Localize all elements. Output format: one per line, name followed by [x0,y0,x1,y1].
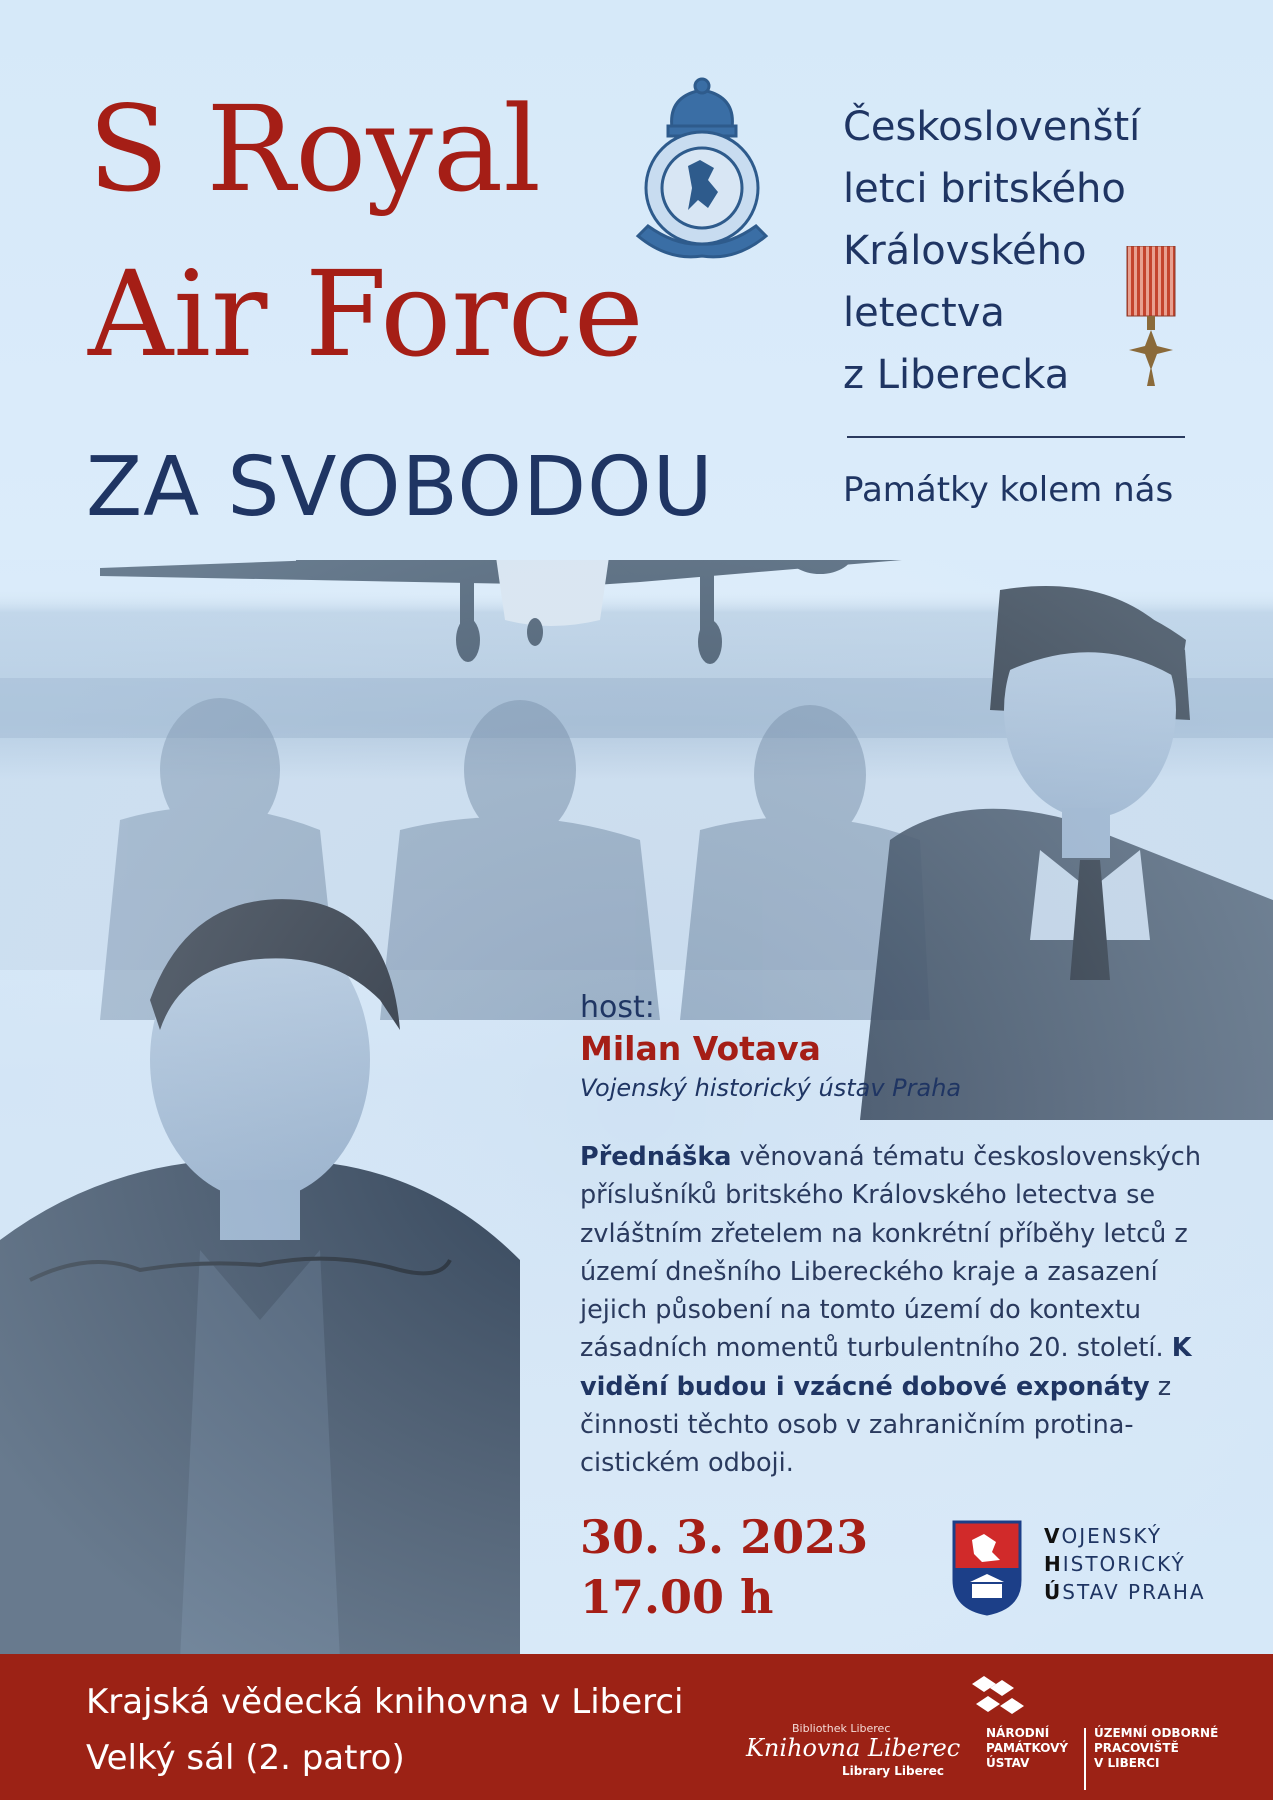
npu-logo-icon [968,1674,1032,1718]
vhu-initial-2: H [1044,1552,1063,1576]
medal-icon [1125,246,1177,388]
library-logo-text: Knihovna Liberec [746,1734,961,1762]
heading-right [843,96,1173,406]
vhu-shield-icon [952,1520,1022,1616]
title-line-1: S Royal [88,80,541,218]
host-block [580,990,1240,1102]
desc-lead: Přednáška [580,1142,732,1172]
host-organization: Vojenský historický ústav Praha [580,1074,962,1102]
venue: Krajská vědecká knihovna v Liberci [86,1682,684,1722]
desc-tail: z činnosti těchto osob v zahraničním protina-cistickém odboji. [580,1371,1172,1479]
vhu-rest-2: ISTORICKÝ [1062,1552,1186,1576]
vhu-initial-1: V [1044,1524,1062,1548]
squadron-crest-icon [628,76,776,266]
host-name: Milan Votava [580,1029,821,1068]
library-sub-text: Library Liberec [842,1764,944,1778]
heading-line-1: Českoslovenští [843,104,1141,150]
divider [847,436,1185,438]
event-date: 30. 3. 2023 [580,1510,869,1564]
subtitle: ZA SVOBODOU [86,440,714,535]
host-label: host: [580,990,655,1025]
event-time: 17.00 h [580,1570,774,1624]
vhu-initial-3: Ú [1044,1580,1063,1604]
heading-line-2: letci britského [843,166,1126,212]
heading-line-5: z Liberecka [843,352,1070,398]
vhu-rest-3: STAV PRAHA [1062,1580,1206,1604]
npu-name: NÁRODNÍ PAMÁTKOVÝ ÚSTAV [986,1726,1069,1770]
heading-line-4: letectva [843,290,1005,336]
title-line-2: Air Force [88,245,644,383]
npu-branch: ÚZEMNÍ ODBORNÉ PRACOVIŠTĚ V LIBERCI [1094,1726,1219,1770]
room: Velký sál (2. patro) [86,1738,405,1778]
heading-line-3: Královského [843,228,1087,274]
vhu-wordmark [1044,1522,1206,1606]
event-description [580,1138,1220,1483]
series-title: Památky kolem nás [843,470,1174,510]
footer-bar [0,1654,1273,1800]
desc-body: věnovaná tématu československých příslušníků britského Královského letectva se zvláštním zřetelem na konkrétní příběhy letců z území dnešního Libereckého kraje a zasazení jejich působení na tomto území do kontextu zásadních momentů turbulentního 20. století. [580,1142,1201,1364]
vhu-rest-1: OJENSKÝ [1061,1524,1163,1548]
npu-divider [1084,1728,1086,1790]
desc-highlight: K vidění budou i vzácné dobové exponáty [580,1333,1192,1402]
library-small-text: Bibliothek Liberec [792,1722,891,1735]
historical-photo-collage [0,560,1273,1660]
